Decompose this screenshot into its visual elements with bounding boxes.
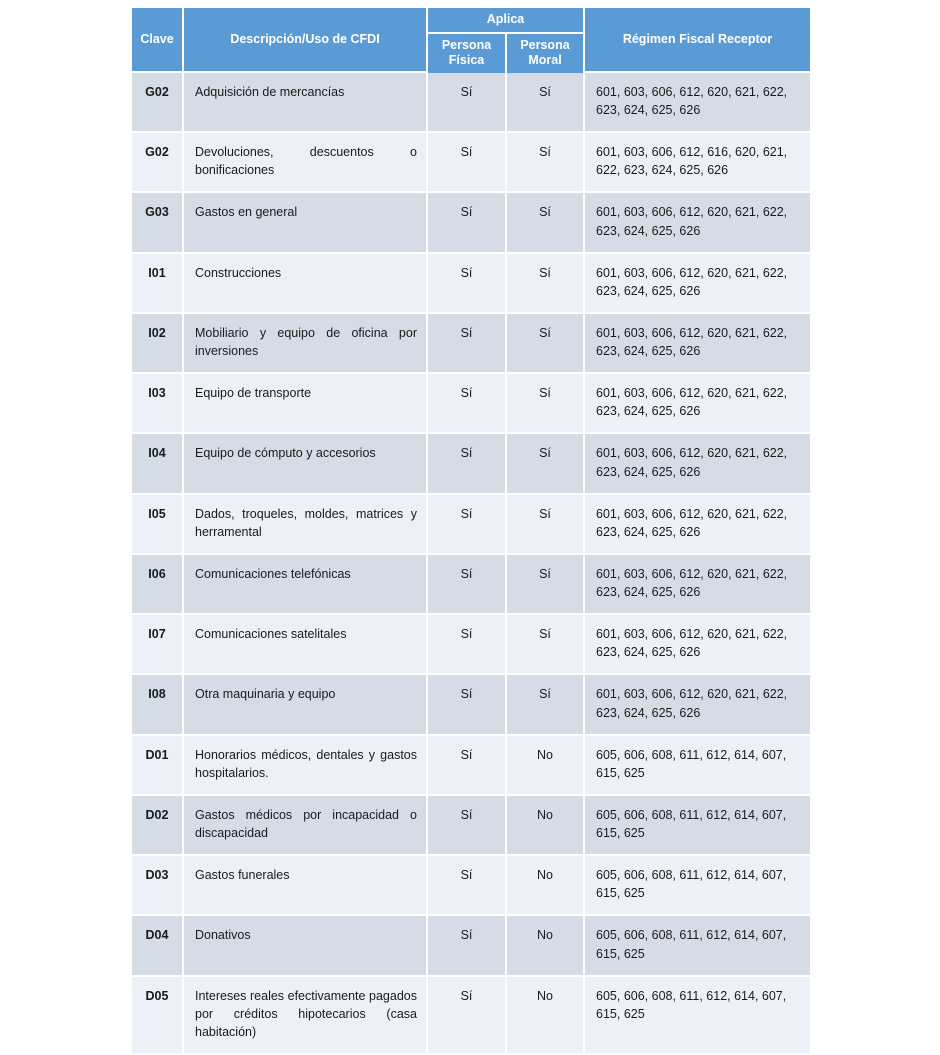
table-row — [132, 916, 810, 976]
table-row — [132, 977, 810, 1055]
cell-regimen-fiscal: 601, 603, 606, 612, 620, 621, 622, 623, 624, 625, 626 — [585, 374, 810, 434]
cell-persona-fisica: Sí — [428, 856, 507, 916]
cell-regimen-fiscal: 601, 603, 606, 612, 620, 621, 622, 623, 624, 625, 626 — [585, 495, 810, 555]
cell-clave: D03 — [132, 856, 184, 916]
cell-regimen-fiscal: 601, 603, 606, 612, 620, 621, 622, 623, 624, 625, 626 — [585, 193, 810, 253]
table-row — [132, 856, 810, 916]
cell-persona-fisica: Sí — [428, 615, 507, 675]
cell-regimen-fiscal: 601, 603, 606, 612, 620, 621, 622, 623, 624, 625, 626 — [585, 555, 810, 615]
cell-persona-fisica: Sí — [428, 675, 507, 735]
table-row — [132, 133, 810, 193]
cell-clave: I01 — [132, 254, 184, 314]
cell-clave: I07 — [132, 615, 184, 675]
cell-clave: G03 — [132, 193, 184, 253]
cell-regimen-fiscal: 601, 603, 606, 612, 620, 621, 622, 623, 624, 625, 626 — [585, 615, 810, 675]
cell-persona-moral: No — [507, 916, 585, 976]
cell-persona-fisica: Sí — [428, 916, 507, 976]
cell-regimen-fiscal: 601, 603, 606, 612, 620, 621, 622, 623, 624, 625, 626 — [585, 254, 810, 314]
cell-regimen-fiscal: 605, 606, 608, 611, 612, 614, 607, 615, 625 — [585, 736, 810, 796]
cell-clave: D04 — [132, 916, 184, 976]
table-row — [132, 555, 810, 615]
cell-persona-moral: Sí — [507, 675, 585, 735]
cell-descripcion: Adquisición de mercancías — [184, 73, 428, 133]
cell-descripcion: Intereses reales efectivamente pagados por créditos hipotecarios (casa habitación) — [184, 977, 428, 1055]
table-row — [132, 73, 810, 133]
column-header-descripcion: Descripción/Uso de CFDI — [184, 8, 428, 73]
cell-regimen-fiscal: 605, 606, 608, 611, 612, 614, 607, 615, 625 — [585, 977, 810, 1055]
cell-persona-moral: Sí — [507, 434, 585, 494]
cell-persona-moral: Sí — [507, 254, 585, 314]
cell-descripcion: Construcciones — [184, 254, 428, 314]
cell-clave: I06 — [132, 555, 184, 615]
table-row — [132, 675, 810, 735]
cell-clave: G02 — [132, 133, 184, 193]
table-row — [132, 495, 810, 555]
cell-persona-moral: No — [507, 736, 585, 796]
cell-persona-fisica: Sí — [428, 133, 507, 193]
cell-descripcion: Equipo de transporte — [184, 374, 428, 434]
table-header — [132, 8, 810, 73]
cell-persona-fisica: Sí — [428, 977, 507, 1055]
cell-regimen-fiscal: 601, 603, 606, 612, 616, 620, 621, 622, 623, 624, 625, 626 — [585, 133, 810, 193]
cell-persona-moral: No — [507, 796, 585, 856]
table-row — [132, 374, 810, 434]
table-row — [132, 796, 810, 856]
column-header-persona-fisica: Persona Física — [428, 34, 507, 73]
table-row — [132, 254, 810, 314]
cell-clave: D05 — [132, 977, 184, 1055]
cell-persona-fisica: Sí — [428, 796, 507, 856]
cell-descripcion: Gastos funerales — [184, 856, 428, 916]
cell-regimen-fiscal: 601, 603, 606, 612, 620, 621, 622, 623, 624, 625, 626 — [585, 73, 810, 133]
cell-persona-moral: Sí — [507, 73, 585, 133]
cell-persona-fisica: Sí — [428, 73, 507, 133]
table-body — [132, 73, 810, 1055]
cell-persona-moral: No — [507, 856, 585, 916]
column-header-clave: Clave — [132, 8, 184, 73]
cell-clave: G02 — [132, 73, 184, 133]
cell-persona-fisica: Sí — [428, 314, 507, 374]
cell-persona-moral: Sí — [507, 133, 585, 193]
cell-descripcion: Devoluciones, descuentos o bonificaciones — [184, 133, 428, 193]
cell-persona-fisica: Sí — [428, 736, 507, 796]
table-row — [132, 434, 810, 494]
cell-descripcion: Gastos médicos por incapacidad o discapacidad — [184, 796, 428, 856]
cell-persona-moral: Sí — [507, 374, 585, 434]
cell-clave: I08 — [132, 675, 184, 735]
cell-descripcion: Comunicaciones satelitales — [184, 615, 428, 675]
cfdi-usage-table — [132, 8, 810, 1055]
column-header-aplica-group: Aplica — [428, 8, 585, 34]
cell-persona-fisica: Sí — [428, 495, 507, 555]
cell-clave: I03 — [132, 374, 184, 434]
cell-regimen-fiscal: 605, 606, 608, 611, 612, 614, 607, 615, 625 — [585, 856, 810, 916]
cell-descripcion: Honorarios médicos, dentales y gastos hospitalarios. — [184, 736, 428, 796]
cell-descripcion: Mobiliario y equipo de oficina por inversiones — [184, 314, 428, 374]
cell-descripcion: Dados, troqueles, moldes, matrices y herramental — [184, 495, 428, 555]
cell-descripcion: Equipo de cómputo y accesorios — [184, 434, 428, 494]
cell-regimen-fiscal: 601, 603, 606, 612, 620, 621, 622, 623, 624, 625, 626 — [585, 314, 810, 374]
cell-clave: I02 — [132, 314, 184, 374]
cell-clave: D01 — [132, 736, 184, 796]
cell-clave: I05 — [132, 495, 184, 555]
cell-descripcion: Gastos en general — [184, 193, 428, 253]
column-header-regimen-fiscal-receptor: Régimen Fiscal Receptor — [585, 8, 810, 73]
table-row — [132, 615, 810, 675]
column-header-persona-moral: Persona Moral — [507, 34, 585, 73]
cell-regimen-fiscal: 601, 603, 606, 612, 620, 621, 622, 623, 624, 625, 626 — [585, 675, 810, 735]
table-row — [132, 314, 810, 374]
cell-persona-moral: Sí — [507, 495, 585, 555]
cell-persona-fisica: Sí — [428, 374, 507, 434]
cell-persona-moral: Sí — [507, 314, 585, 374]
cell-descripcion: Comunicaciones telefónicas — [184, 555, 428, 615]
cell-persona-fisica: Sí — [428, 254, 507, 314]
cell-regimen-fiscal: 601, 603, 606, 612, 620, 621, 622, 623, 624, 625, 626 — [585, 434, 810, 494]
cell-persona-moral: Sí — [507, 193, 585, 253]
cell-persona-fisica: Sí — [428, 193, 507, 253]
cell-persona-fisica: Sí — [428, 555, 507, 615]
table-header-row-top — [132, 8, 810, 34]
cell-descripcion: Donativos — [184, 916, 428, 976]
cell-clave: D02 — [132, 796, 184, 856]
table-row — [132, 193, 810, 253]
cell-persona-fisica: Sí — [428, 434, 507, 494]
cell-persona-moral: No — [507, 977, 585, 1055]
cell-descripcion: Otra maquinaria y equipo — [184, 675, 428, 735]
cell-regimen-fiscal: 605, 606, 608, 611, 612, 614, 607, 615, 625 — [585, 796, 810, 856]
cell-persona-moral: Sí — [507, 615, 585, 675]
table-row — [132, 736, 810, 796]
cell-clave: I04 — [132, 434, 184, 494]
cell-regimen-fiscal: 605, 606, 608, 611, 612, 614, 607, 615, 625 — [585, 916, 810, 976]
cell-persona-moral: Sí — [507, 555, 585, 615]
